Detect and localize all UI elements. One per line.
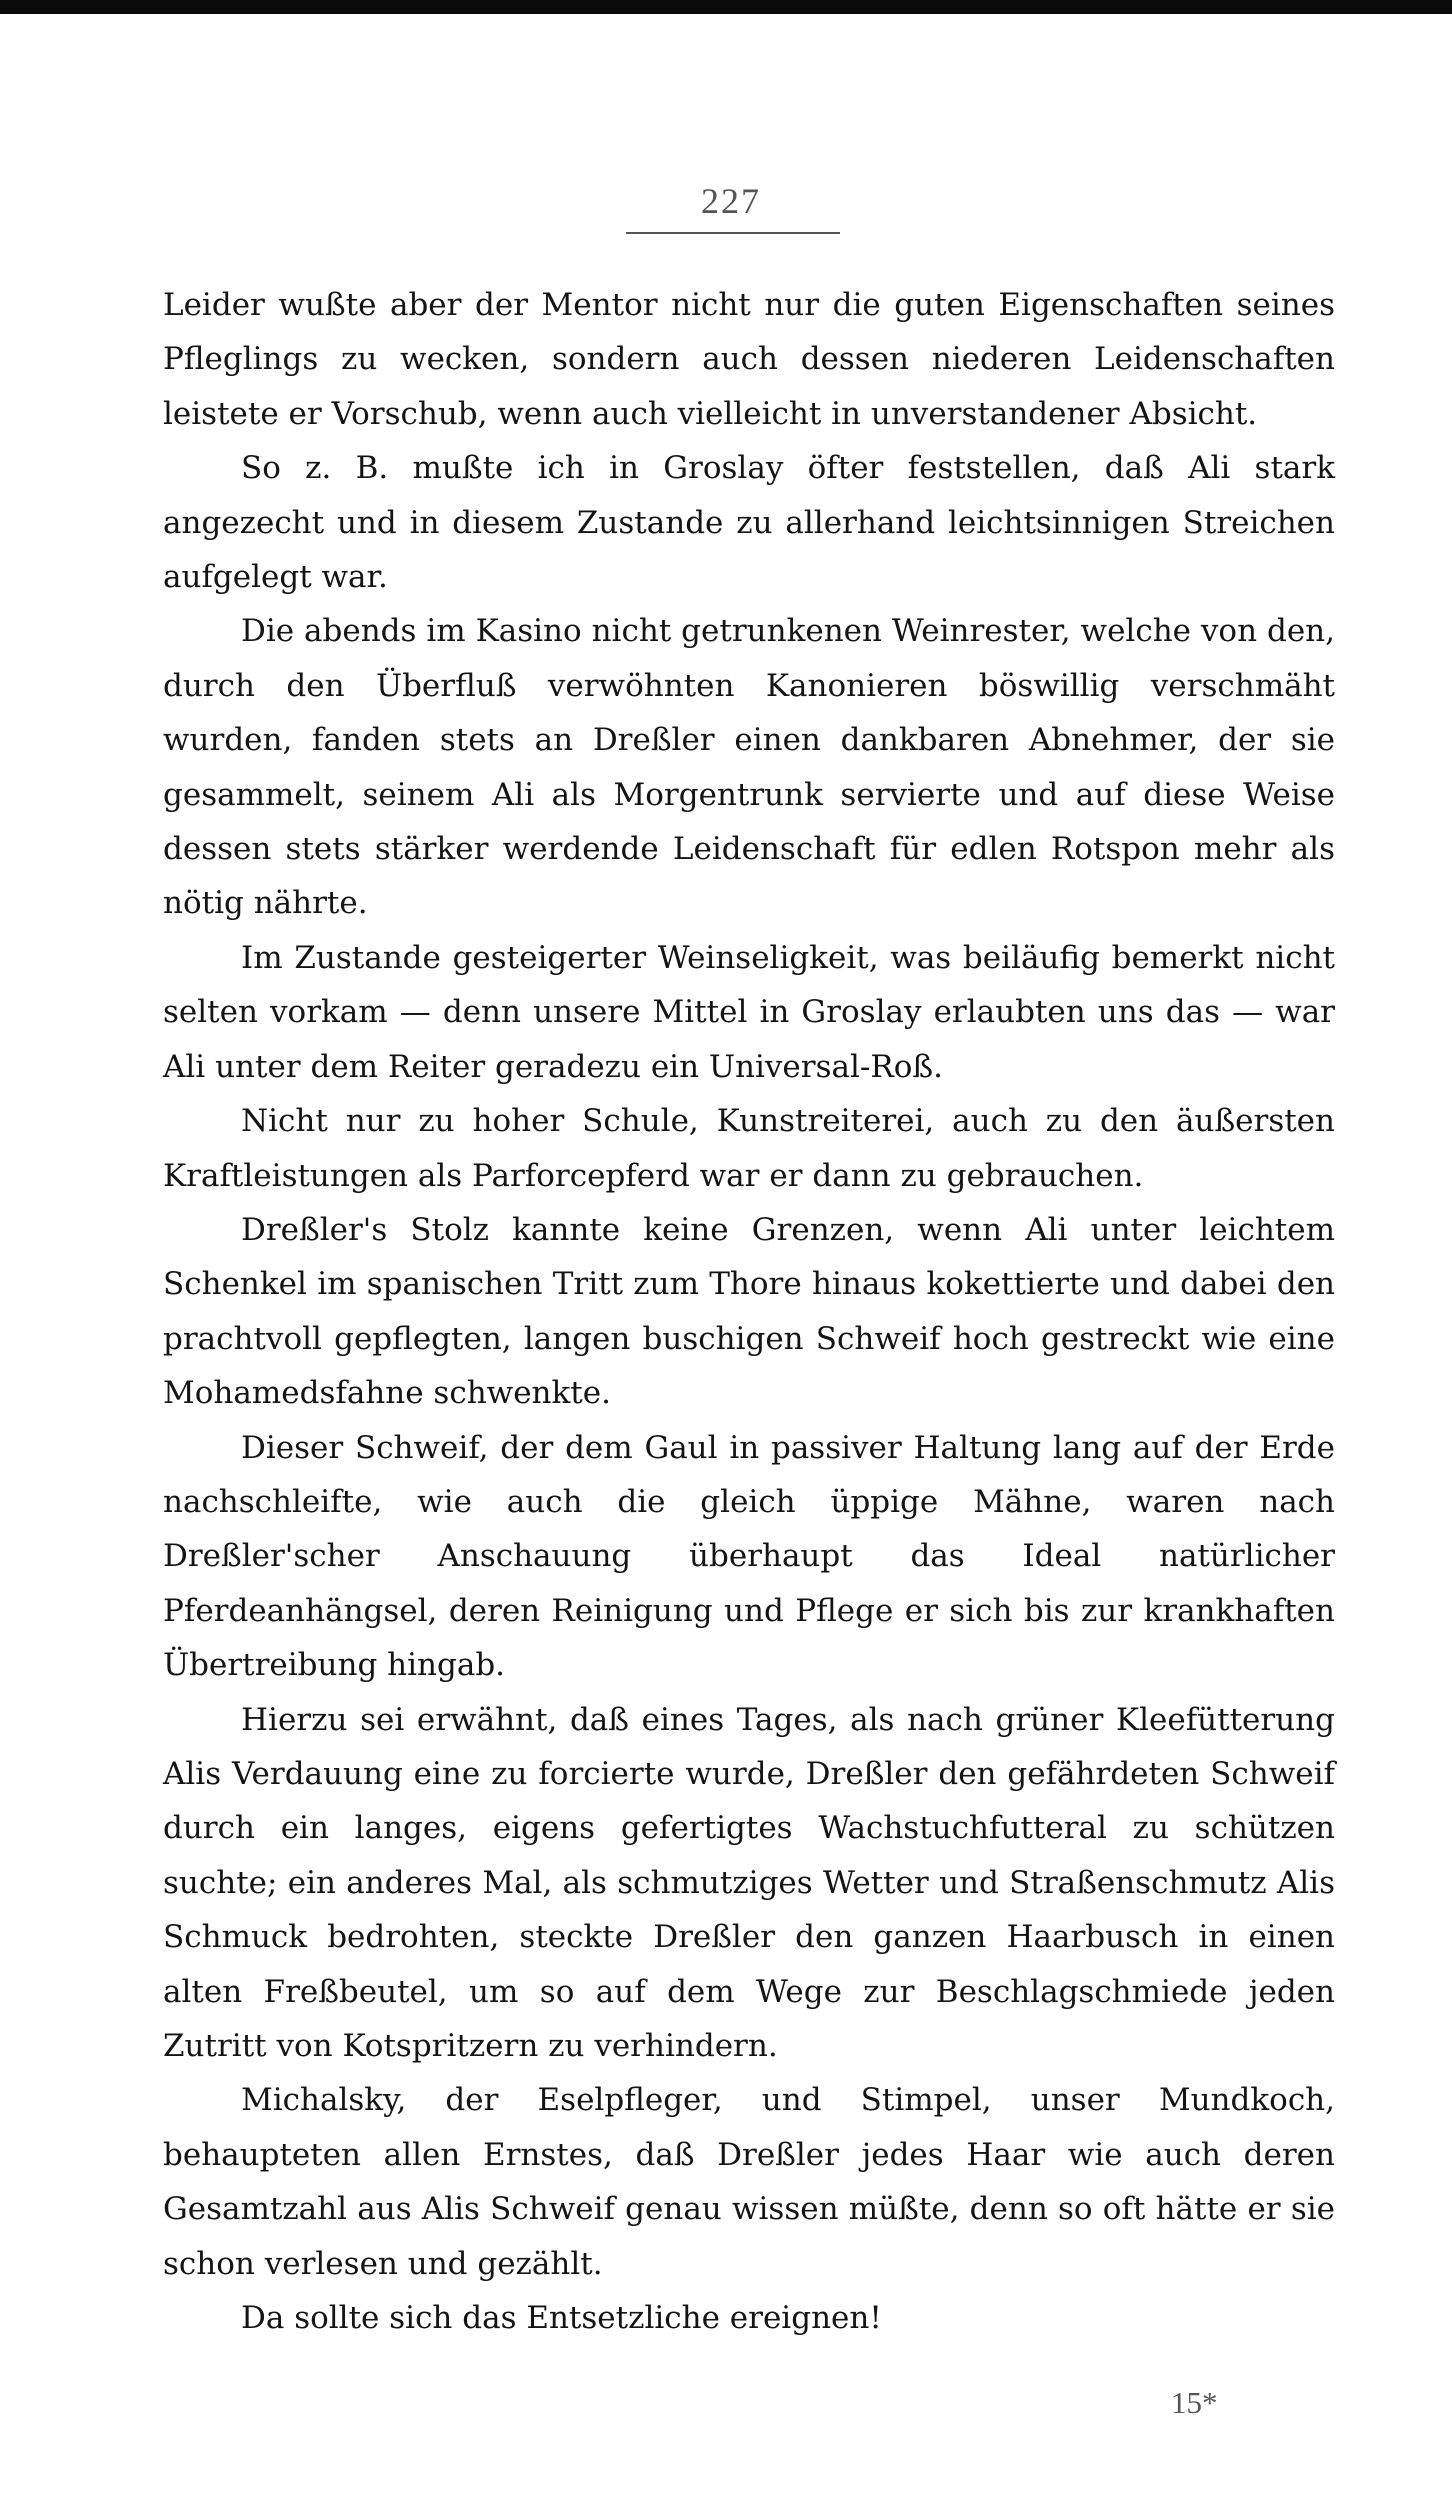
paragraph: Dieser Schweif, der dem Gaul in passiver Haltung lang auf der Erde nachschleifte, wie auch die gleich üppige Mähne, waren nach Dreßler'scher Anschauung überhaupt das Ideal natürlicher Pferdeanhängsel, deren Reinigung und Pflege er sich bis zur krankhaften Übertreibung hingab. bbox=[163, 1429, 1335, 1684]
paragraph: Michalsky, der Eselpfleger, und Stimpel, unser Mundkoch, behaupteten allen Ernstes, daß Dreßler jedes Haar wie auch deren Gesamtzahl aus Alis Schweif genau wissen müßte, denn so oft hätte er sie schon verlesen und gezählt. bbox=[163, 2082, 1335, 2282]
page-number-rule bbox=[626, 232, 840, 234]
paragraph: Nicht nur zu hoher Schule, Kunstreiterei, auch zu den äußersten Kraftleistungen als Parforcepferd war er dann zu gebrauchen. bbox=[163, 1103, 1335, 1194]
sheet-signature: 15* bbox=[1171, 2385, 1218, 2420]
paragraph: So z. B. mußte ich in Groslay öfter feststellen, daß Ali stark angezecht und in diesem Zustande zu allerhand leichtsinnigen Streichen aufgelegt war. bbox=[163, 450, 1335, 596]
paragraph: Da sollte sich das Entsetzliche ereignen! bbox=[241, 2300, 882, 2337]
page-number: 227 bbox=[701, 181, 761, 221]
paragraph: Im Zustande gesteigerter Weinseligkeit, was beiläufig bemerkt nicht selten vorkam — denn unsere Mittel in Groslay erlaubten uns das — war Ali unter dem Reiter geradezu ein Universal-Roß. bbox=[163, 939, 1335, 1085]
paragraph: Leider wußte aber der Mentor nicht nur die guten Eigenschaften seines Pfleglings zu wecken, sondern auch dessen niederen Leidenschaften leistete er Vorschub, wenn auch vielleicht in unverstandener Absicht. bbox=[163, 287, 1335, 432]
paragraph: Die abends im Kasino nicht getrunkenen Weinrester, welche von den, durch den Überfluß verwöhnten Kanonieren böswillig verschmäht wurden, fanden stets an Dreßler einen dankbaren Abnehmer, der sie gesammelt, seinem Ali als Morgentrunk servierte und auf diese Weise dessen stets stärker werdende Leidenschaft für edlen Rotspon mehr als nötig nährte. bbox=[163, 613, 1335, 922]
paragraph: Dreßler's Stolz kannte keine Grenzen, wenn Ali unter leichtem Schenkel im spanischen Tritt zum Thore hinaus kokettierte und dabei den prachtvoll gepflegten, langen buschigen Schweif hoch gestreckt wie eine Mohamedsfahne schwenkte. bbox=[163, 1211, 1335, 1412]
paragraph: Hierzu sei erwähnt, daß eines Tages, als nach grüner Kleefütterung Alis Verdauung eine zu forcierte wurde, Dreßler den gefährdeten Schweif durch ein langes, eigens gefertigtes Wachstuchfutteral zu schützen suchte; ein anderes Mal, als schmutziges Wetter und Straßenschmutz Alis Schmuck bedrohten, steckte Dreßler den ganzen Haarbusch in einen alten Freßbeutel, um so auf dem Wege zur Beschlagschmiede jeden Zutritt von Kotspritzern zu verhindern. bbox=[163, 1701, 1335, 2064]
body-text bbox=[163, 278, 1335, 2345]
